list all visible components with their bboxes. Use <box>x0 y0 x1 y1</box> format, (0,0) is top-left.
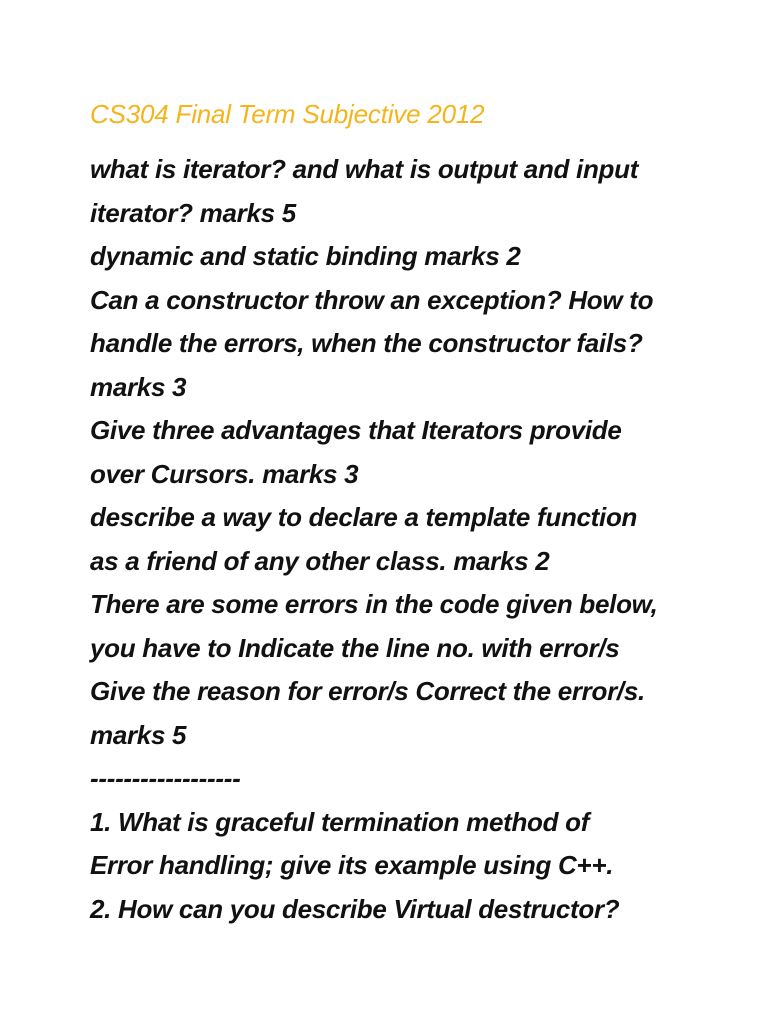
document-title: CS304 Final Term Subjective 2012 <box>90 99 485 129</box>
text-line: you have to Indicate the line no. with error/s <box>90 632 620 663</box>
text-line: dynamic and static binding marks 2 <box>90 241 521 271</box>
text-line: There are some errors in the code given below, <box>90 589 658 619</box>
text-line: as a friend of any other class. marks 2 <box>90 545 550 576</box>
text-line: iterator? marks 5 <box>90 197 296 228</box>
text-line: over Cursors. marks 3 <box>90 458 359 489</box>
separator-line: ------------------ <box>90 763 241 793</box>
text-line: handle the errors, when the constructor fails? <box>90 328 643 358</box>
text-line: marks 5 <box>90 719 187 750</box>
text-line: what is iterator? and what is output and input <box>90 154 639 184</box>
text-line: Error handling; give its example using C++. <box>90 850 614 880</box>
text-line: Give the reason for error/s Correct the error/s. <box>90 676 645 706</box>
text-line: Can a constructor throw an exception? How to <box>90 284 654 315</box>
text-line: 1. What is graceful termination method of <box>90 806 590 837</box>
text-line: describe a way to declare a template function <box>90 502 638 532</box>
text-line: Give three advantages that Iterators provide <box>90 415 622 445</box>
document-body <box>90 148 750 931</box>
document-page <box>90 92 750 931</box>
text-line: 2. How can you describe Virtual destructor? <box>90 893 620 924</box>
text-line: marks 3 <box>90 371 187 402</box>
